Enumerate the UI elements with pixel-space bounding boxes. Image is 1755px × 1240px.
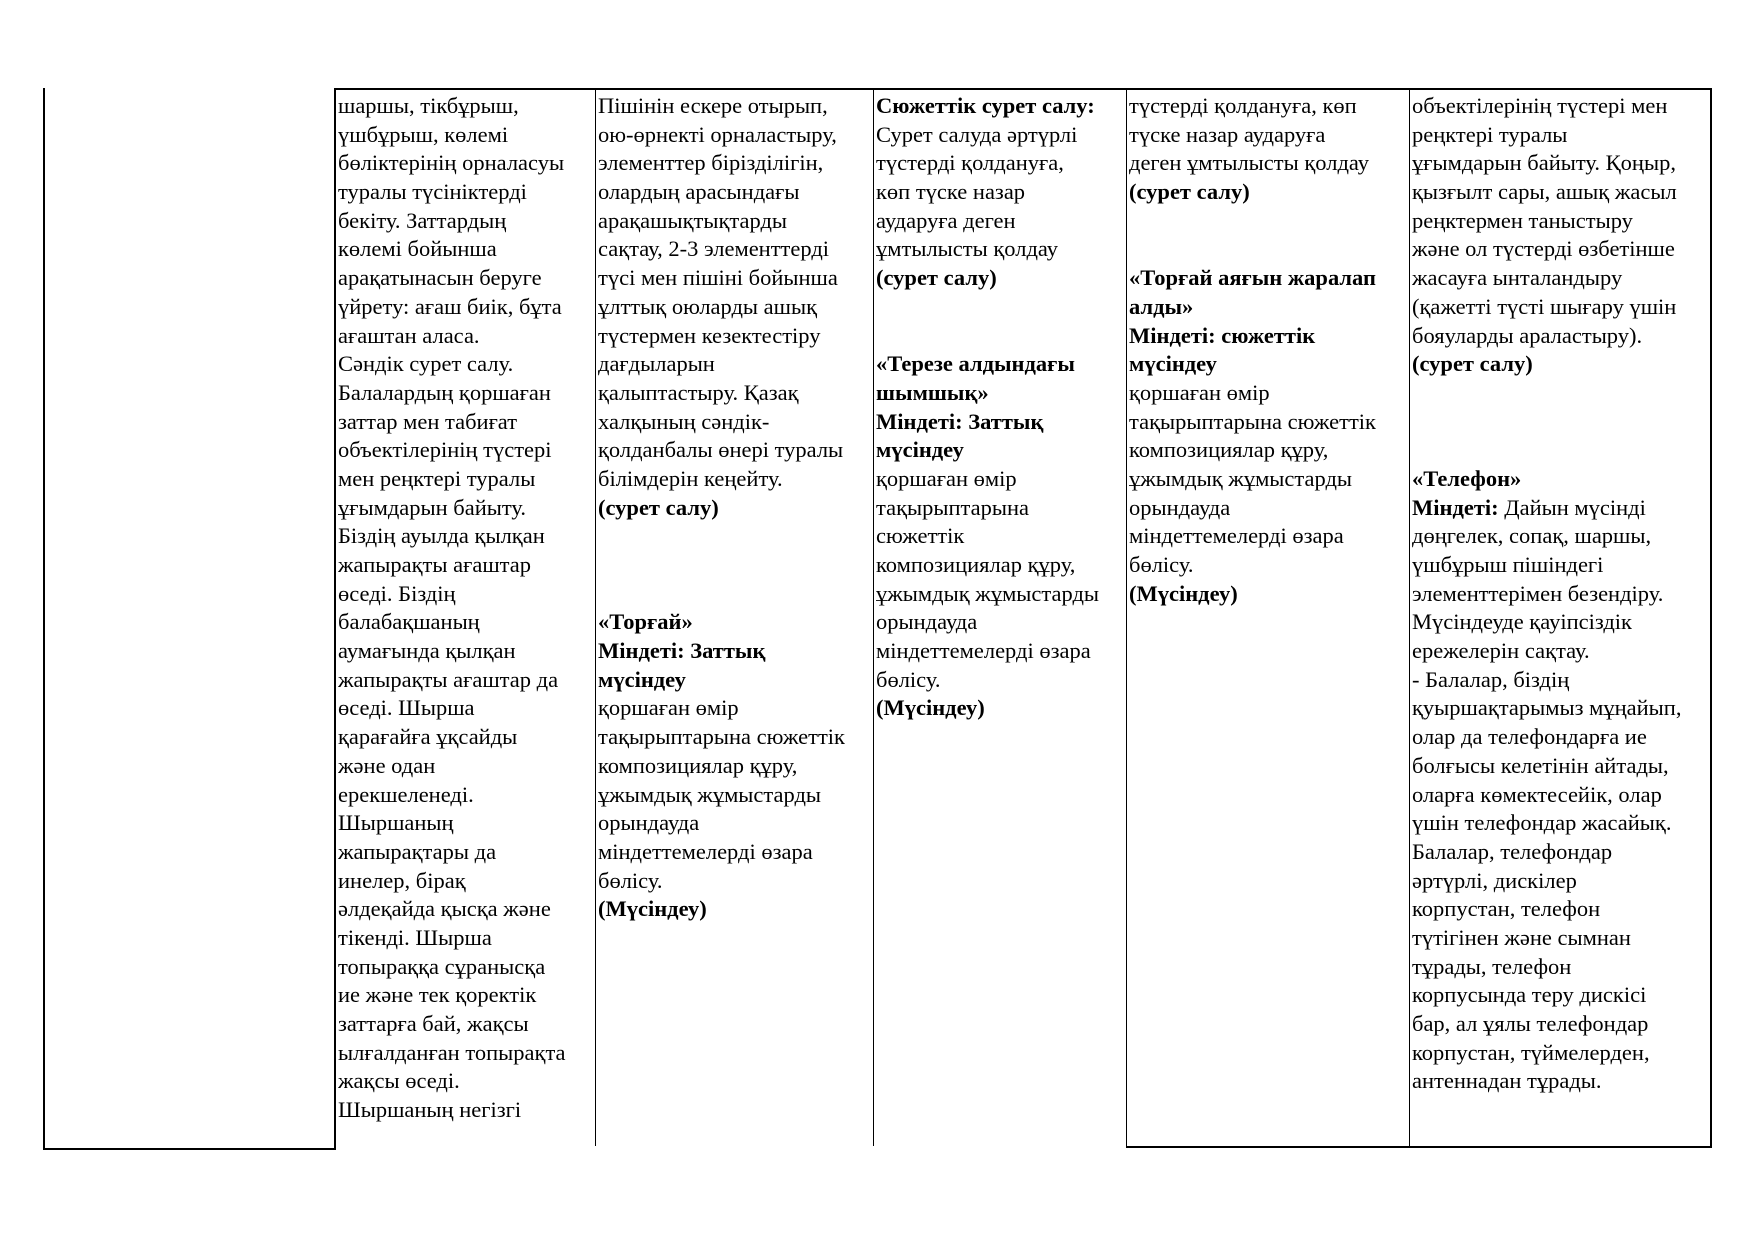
text-line: (сурет салу)	[1412, 351, 1533, 377]
text-line: аумағында қылқан	[338, 638, 516, 664]
text-line: деген ұмтылысты қолдау	[1129, 150, 1370, 176]
text-line: объектілерінің түстері	[338, 437, 552, 463]
text-line: бекіту. Заттардың	[338, 207, 507, 233]
text-line: дағдыларын	[598, 351, 715, 377]
text-line: сюжеттік	[876, 523, 965, 549]
text-line: Шыршаның негізгі	[338, 1097, 522, 1123]
table-border-col1	[334, 88, 336, 1150]
table-cell-col5	[1412, 92, 1716, 1096]
text-line: ою-өрнекті орналастыру,	[598, 121, 837, 147]
text-line: білімдерін кеңейту.	[598, 465, 783, 491]
text-line	[1412, 379, 1716, 408]
text-line: ұлттық оюларды ашық	[598, 293, 818, 319]
text-line: бөлісу.	[598, 867, 663, 893]
text-line: тақырыптарына сюжеттік	[598, 724, 845, 750]
text-line: алды»	[1129, 293, 1194, 319]
text-line: түсі мен пішіні бойынша	[598, 265, 838, 291]
text-line: (Мүсіндеу)	[1129, 580, 1238, 606]
text-line: әлдеқайда қысқа және	[338, 896, 551, 922]
text-line	[598, 551, 874, 580]
text-line: (Мүсіндеу)	[876, 695, 985, 721]
text-line: бар, ал ұялы телефондар	[1412, 1011, 1649, 1036]
text-line: шаршы, тікбұрыш,	[338, 93, 519, 118]
text-line: композициялар құру,	[598, 752, 798, 778]
text-line: көп түске назар	[876, 179, 1026, 205]
text-line: сақтау, 2-3 элементтерді	[598, 236, 830, 262]
text-line: қоршаған өмір	[876, 465, 1017, 491]
text-line: реңктері туралы	[1412, 121, 1568, 147]
text-line: ережелерін сақтау.	[1412, 638, 1590, 664]
table-border-bottom-left	[43, 1148, 336, 1150]
text-line	[598, 522, 874, 551]
text-line: түстерді қолдануға, көп	[1129, 93, 1357, 118]
text-line: міндеттемелерді өзара	[876, 638, 1091, 664]
text-line: үшін телефондар жасайық.	[1412, 810, 1672, 836]
text-line: ұжымдық жұмыстарды	[598, 781, 822, 807]
text-line: объектілерінің түстері мен	[1412, 93, 1668, 118]
text-line: жапырақтары да	[338, 838, 497, 864]
text-line: антеннадан тұрады.	[1412, 1068, 1602, 1094]
text-line: (сурет салу)	[1129, 179, 1250, 205]
text-line: «Телефон»	[1412, 465, 1522, 491]
text-line: Сәндік сурет салу.	[338, 351, 514, 377]
text-line: (Мүсіндеу)	[598, 896, 707, 922]
text-line: бөлісу.	[1129, 552, 1194, 577]
text-line	[1412, 408, 1716, 437]
text-line: элементтерімен безендіру.	[1412, 580, 1664, 606]
text-line: ұжымдық жұмыстарды	[876, 580, 1100, 606]
text-line: Біздің ауылда қылқан	[338, 523, 545, 549]
text-line: жапырақты ағаштар	[338, 552, 532, 577]
text-line: олар да телефондарға ие	[1412, 724, 1647, 750]
table-border-left-outer	[43, 88, 45, 1150]
text-line: өседі. Біздің	[338, 580, 456, 606]
text-line: «Торғай аяғын жаралап	[1129, 265, 1376, 291]
text-line: Балалар, телефондар	[1412, 838, 1613, 864]
text-line: - Балалар, біздің	[1412, 666, 1570, 692]
text-line: Міндеті: сюжеттік	[1129, 322, 1316, 348]
table-border-bottom-right	[1126, 1146, 1712, 1148]
text-line	[1129, 207, 1409, 236]
text-line: түтігінен және сымнан	[1412, 924, 1631, 950]
text-line: және ол түстерді өзбетінше	[1412, 236, 1675, 262]
text-line: қарағайға ұқсайды	[338, 724, 518, 750]
text-line: жапырақты ағаштар да	[338, 666, 559, 692]
text-line: ағаштан аласа.	[338, 322, 480, 348]
text-line	[876, 293, 1128, 322]
text-line: қоршаған өмір	[598, 695, 739, 721]
text-line: композициялар құру,	[876, 552, 1076, 577]
text-line: бөліктерінің орналасуы	[338, 150, 565, 176]
table-cell-col4	[1129, 92, 1409, 608]
text-line	[1129, 235, 1409, 264]
text-line: топыраққа сұранысқа	[338, 953, 546, 979]
text-line: түстермен кезектестіру	[598, 322, 821, 348]
text-line: заттарға бай, жақсы	[338, 1011, 529, 1036]
text-line: өседі. Шырша	[338, 695, 475, 721]
text-line: Мүсіндеуде қауіпсіздік	[1412, 609, 1632, 635]
text-line: Сюжеттік сурет салу:	[876, 93, 1095, 118]
text-line: корпустан, телефон	[1412, 896, 1601, 922]
text-line: тақырыптарына сюжеттік	[1129, 408, 1376, 434]
text-line: ұжымдық жұмыстарды	[1129, 465, 1353, 491]
text-line: Балалардың қоршаған	[338, 379, 551, 405]
text-line: корпусында теру дискісі	[1412, 982, 1647, 1008]
text-line: арақашықтықтарды	[598, 207, 788, 233]
text-line: заттар мен табиғат	[338, 408, 518, 434]
text-line: оларға көмектесейік, олар	[1412, 781, 1662, 807]
text-line: (сурет салу)	[598, 494, 719, 520]
text-line: Шыршаның	[338, 810, 454, 836]
text-line: әртүрлі, дискілер	[1412, 867, 1577, 893]
text-line: Сурет салуда әртүрлі	[876, 121, 1078, 147]
text-line: бөлісу.	[876, 666, 941, 692]
text-line: қызғылт сары, ашық жасыл	[1412, 179, 1677, 205]
table-border-col5	[1409, 88, 1410, 1146]
text-line: (сурет салу)	[876, 265, 997, 291]
text-line: қуыршақтарымыз мұңайып,	[1412, 695, 1682, 721]
text-line: тұрады, телефон	[1412, 953, 1572, 979]
text-line: мүсіндеу	[876, 437, 964, 463]
text-line: міндеттемелерді өзара	[598, 838, 813, 864]
text-line: және одан	[338, 752, 436, 778]
text-line: үйрету: ағаш биік, бұта	[338, 293, 562, 319]
text-line: композициялар құру,	[1129, 437, 1329, 463]
text-line: аударуға деген	[876, 207, 1016, 233]
text-line	[598, 580, 874, 609]
text-line: дөңгелек, сопақ, шаршы,	[1412, 523, 1652, 549]
text-line: ылғалданған топырақта	[338, 1039, 566, 1065]
text-line: тікенді. Шырша	[338, 924, 492, 950]
text-line: қалыптастыру. Қазақ	[598, 379, 799, 405]
text-line: (қажетті түсті шығару үшін	[1412, 293, 1677, 319]
bold-label: Міндеті:	[1412, 494, 1505, 520]
text-line: көлемі бойынша	[338, 236, 497, 262]
text-line: балабақшаның	[338, 609, 480, 635]
text-line: ұғымдарын байыту. Қоңыр,	[1412, 150, 1676, 176]
text-line: түске назар аударуға	[1129, 121, 1326, 147]
text-line: «Торғай»	[598, 609, 693, 635]
table-border-top	[334, 88, 1712, 90]
text-line: орындауда	[1129, 494, 1231, 520]
text-line: міндеттемелерді өзара	[1129, 523, 1344, 549]
text-line: арақатынасын беруге	[338, 265, 542, 291]
text-line: ие және тек қоректік	[338, 982, 537, 1008]
table-cell-col3	[876, 92, 1128, 723]
text-line: ұғымдарын байыту.	[338, 494, 527, 520]
text-line: орындауда	[876, 609, 978, 635]
text-line: шымшық»	[876, 379, 989, 405]
text-line: корпустан, түймелерден,	[1412, 1039, 1650, 1065]
text-line: Міндеті: Заттық	[876, 408, 1044, 434]
text-line: «Терезе алдындағы	[876, 351, 1075, 377]
text-line: үшбұрыш пішіндегі	[1412, 552, 1604, 577]
text-line: қоршаған өмір	[1129, 379, 1270, 405]
text-line: түстерді қолдануға,	[876, 150, 1064, 176]
text-line: олардың арасындағы	[598, 179, 800, 205]
text-line: Міндеті: Заттық	[598, 638, 766, 664]
text-line: қолданбалы өнері туралы	[598, 437, 844, 463]
text-line	[876, 322, 1128, 351]
text-line: мен реңктері туралы	[338, 465, 536, 491]
text-line: Пішінін ескере отырып,	[598, 93, 828, 118]
text-line: мүсіндеу	[598, 666, 686, 692]
text-line: ұмтылысты қолдау	[876, 236, 1058, 262]
text-line: мүсіндеу	[1129, 351, 1217, 377]
text-line: бояуларды араластыру).	[1412, 322, 1643, 348]
text-line: болғысы келетінін айтады,	[1412, 752, 1669, 778]
text-line: инелер, бірақ	[338, 867, 466, 893]
table-cell-col1	[338, 92, 598, 1125]
table-cell-col2	[598, 92, 874, 924]
text-line: жақсы өседі.	[338, 1068, 460, 1094]
text-line: тақырыптарына	[876, 494, 1030, 520]
line-text: Дайын мүсінді	[1504, 494, 1646, 520]
text-line: ерекшеленеді.	[338, 781, 474, 807]
text-line: туралы түсініктерді	[338, 179, 527, 205]
text-line: жасауға ынталандыру	[1412, 265, 1623, 291]
text-line: үшбұрыш, көлемі	[338, 121, 509, 147]
text-line: элементтер бірізділігін,	[598, 150, 824, 176]
text-line: реңктермен таныстыру	[1412, 207, 1633, 233]
text-line: халқының сәндік-	[598, 408, 770, 434]
text-line	[1412, 494, 1716, 523]
text-line	[1412, 436, 1716, 465]
text-line: орындауда	[598, 810, 700, 836]
